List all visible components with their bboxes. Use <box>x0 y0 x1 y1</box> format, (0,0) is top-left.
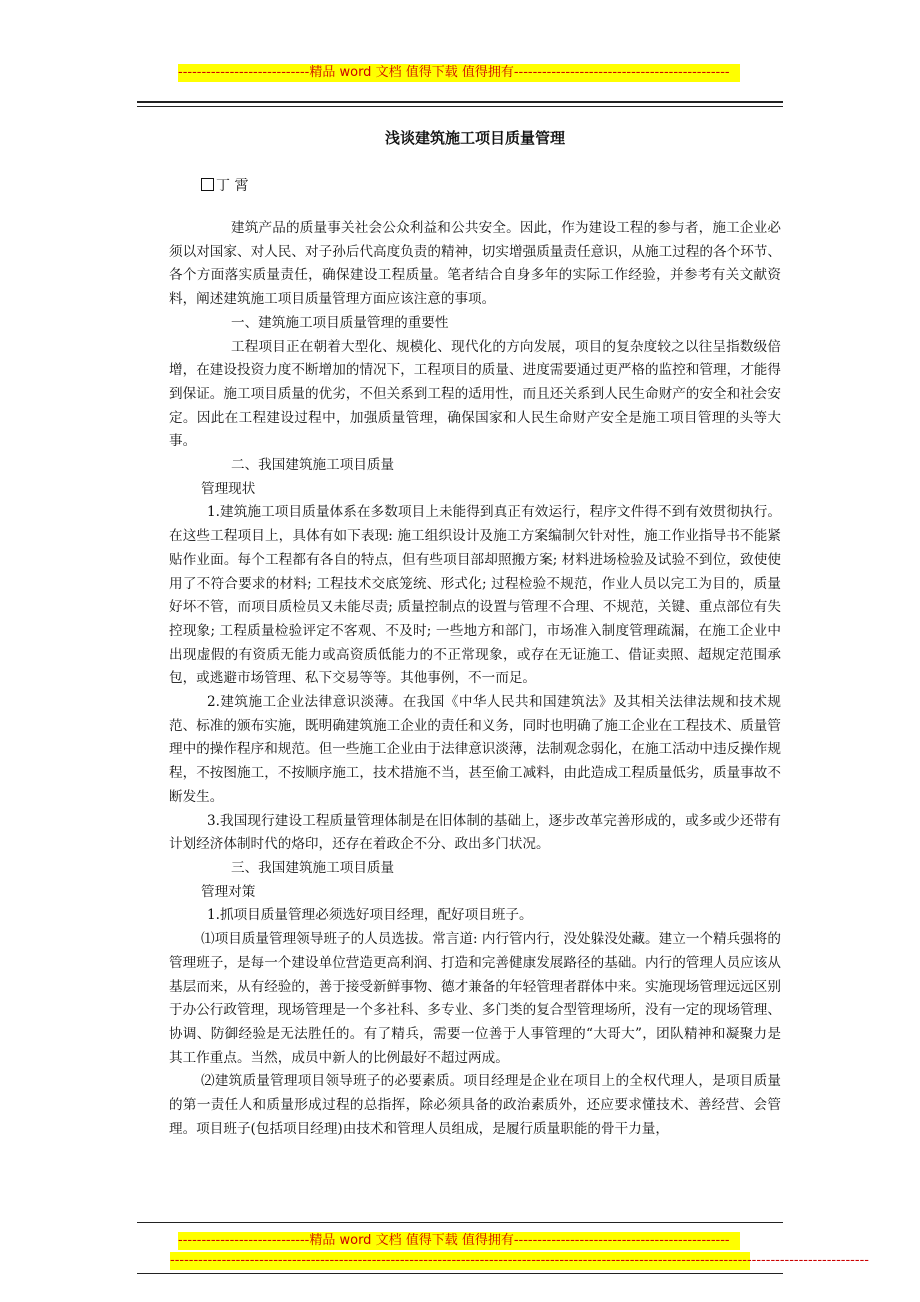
section-3-item-1: 1.抓项目质量管理必须选好项目经理，配好项目班子。 <box>207 907 533 924</box>
section-heading-3: 三、我国建筑施工项目质量 <box>231 859 395 876</box>
document-body <box>169 126 781 1141</box>
section-heading-3-cont: 管理对策 <box>201 883 256 900</box>
section-heading-2: 二、我国建筑施工项目质量 <box>231 457 395 474</box>
section-3-item-1b: ⑵建筑质量管理项目领导班子的必要素质。项目经理是企业在项目上的全权代理人，是项目质量的第一责任人和质量形成过程的总指挥，除必须具备的政治素质外，还应要求懂技术、善经营、会管理。项目班子(包括项目经理)由技术和管理人员组成，是履行质量职能的骨干力量， <box>169 1073 781 1137</box>
square-box-icon <box>201 178 214 191</box>
footer-banner: ----------------------------精品 word 文档 值得下载 值得拥有---------------------------------------------- <box>178 1232 740 1250</box>
author-line <box>201 175 781 197</box>
section-2-item-1: 1.建筑施工项目质量体系在多数项目上未能得到真正有效运行，程序文件得不到有效贯彻执行。在这些工程项目上，具体有如下表现: 施工组织设计及施工方案编制欠针对性，施工作业指导书不能紧贴作业面。每个工程都有各自的特点，但有些项目部却照搬方案; 材料进场检验及试验不到位，致使使用了不符合要求的材料; 工程技术交底笼统、形式化; 过程检验不规范，作业人员以完工为目的，质量好坏不管，而项目质检员又未能尽责; 质量控制点的设置与管理不合理、不规范，关键、重点部位有失控现象; 工程质量检验评定不客观、不及时; 一些地方和部门，市场准入制度管理疏漏，在施工企业中出现虚假的有资质无能力或高资质低能力的不正常现象，或存在无证施工、借证卖照、超规定范围承包，或逃避市场管理、私下交易等等。其他事例，不一而足。 <box>169 504 781 687</box>
section-heading-2-cont: 管理现状 <box>201 480 256 497</box>
header-rule-thick <box>137 101 783 103</box>
section-heading-1: 一、建筑施工项目质量管理的重要性 <box>231 314 449 331</box>
section-3-item-1a: ⑴项目质量管理领导班子的人员选拔。常言道: 内行管内行，没处躲没处藏。建立一个精兵强将的管理班子，是每一个建设单位营造更高利润、打造和完善健康发展路径的基础。内行的管理人员应该从基层而来，从有经验的，善于接受新鲜事物、德才兼备的年轻管理者群体中来。实施现场管理远远区别于办公行政管理，现场管理是一个多社科、多专业、多门类的复合型管理场所，没有一定的现场管理、协调、防御经验是无法胜任的。有了精兵，需要一位善于人事管理的“大哥大”，团队精神和凝聚力是其工作重点。当然，成员中新人的比例最好不超过两成。 <box>169 931 781 1066</box>
header-rule-thin <box>137 106 783 107</box>
section-2-item-3: 3.我国现行建设工程质量管理体制是在旧体制的基础上，逐步改革完善形成的，或多或少还带有计划经济体制时代的烙印，还存在着政企不分、政出多门状况。 <box>169 812 781 853</box>
footer-dash-line: ----------------------------------------------------------------------------------------------------------------------------------------------------- <box>170 1253 869 1268</box>
footer-rule <box>137 1222 783 1223</box>
header-banner: ----------------------------精品 word 文档 值得下载 值得拥有---------------------------------------------- <box>178 64 740 82</box>
author-name: 丁 霄 <box>216 178 249 194</box>
document-title: 浅谈建筑施工项目质量管理 <box>384 129 565 147</box>
section-1-paragraph: 工程项目正在朝着大型化、规模化、现代化的方向发展，项目的复杂度较之以往呈指数级倍增，在建设投资力度不断增加的情况下，工程项目的质量、进度需要通过更严格的监控和管理，才能得到保证。施工项目质量的优劣，不但关系到工程的适用性，而且还关系到人民生命财产的安全和社会安定。因此在工程建设过程中，加强质量管理，确保国家和人民生命财产安全是施工项目管理的头等大事。 <box>169 338 781 450</box>
footer-rule-bottom <box>137 1273 783 1274</box>
section-2-item-2: 2.建筑施工企业法律意识淡薄。在我国《中华人民共和国建筑法》及其相关法律法规和技术规范、标准的颁布实施，既明确建筑施工企业的责任和义务，同时也明确了施工企业在工程技术、质量管理中的操作程序和规范。但一些施工企业由于法律意识淡薄，法制观念弱化，在施工活动中违反操作规程，不按图施工，不按顺序施工，技术措施不当，甚至偷工减料，由此造成工程质量低劣，质量事故不断发生。 <box>169 694 781 805</box>
intro-paragraph: 建筑产品的质量事关社会公众利益和公共安全。因此，作为建设工程的参与者，施工企业必须以对国家、对人民、对子孙后代高度负责的精神，切实增强质量责任意识，从施工过程的各个环节、各个方面落实质量责任，确保建设工程质量。笔者结合自身多年的实际工作经验，并参考有关文献资料，阐述建筑施工项目质量管理方面应该注意的事项。 <box>169 220 781 308</box>
